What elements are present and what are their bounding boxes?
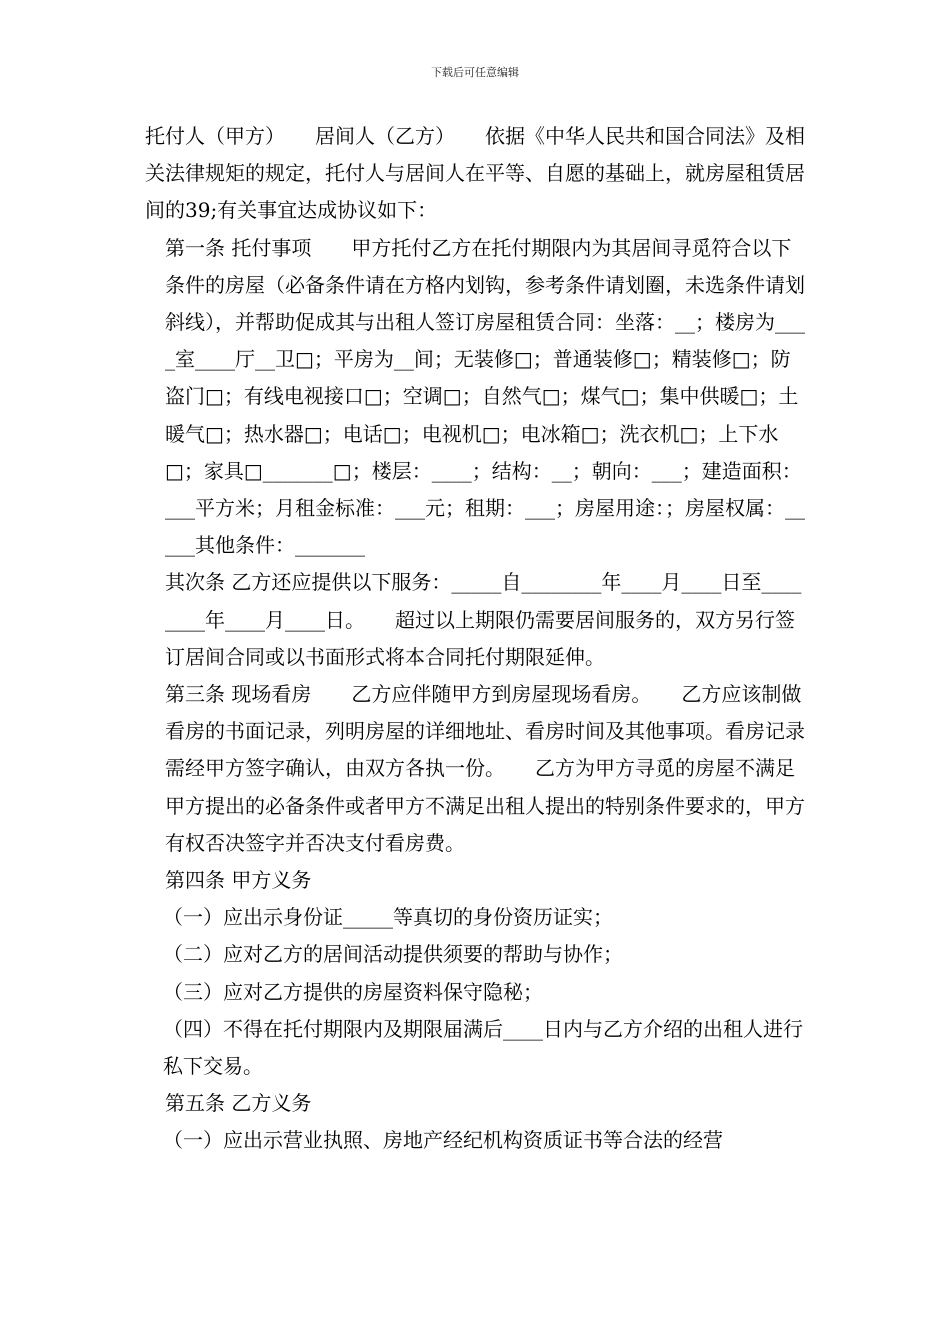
article-5-heading: 第五条 乙方义务 — [165, 1091, 312, 1116]
contract-body — [145, 118, 810, 1160]
article-4-item-4: （四）不得在托付期限内及期限届满后____日内与乙方介绍的出租人进行私下交易。 — [163, 1016, 803, 1079]
article-1-paragraph: 第一条 托付事项 甲方托付乙方在托付期限内为其居间寻觅符合以下条件的房屋（必备条件请在方格内划钩，参考条件请划圈，未选条件请划斜线），并帮助促成其与出租人签订房屋租赁合同：坐落：__；楼房为____室____厅__卫□；平房为__间；无装修□；普通装修□；精装修□；防盗门□；有线电视接口□；空调□；自然气□；煤气□；集中供暖□；土暖气□；热水器□；电话□；电视机□；电冰箱□；洗衣机□；上下水□；家具□_______□；楼层：____；结构：__；朝向：___；建造面积：___平方米；月租金标准：___元；租期：___；房屋用途：；房屋权属：_____其他条件：_______ — [165, 235, 805, 558]
page-header-note: 下载后可任意编辑 — [431, 66, 519, 79]
article-4-heading: 第四条 甲方义务 — [165, 868, 312, 893]
article-3-paragraph: 第三条 现场看房 乙方应伴随甲方到房屋现场看房。 乙方应该制做看房的书面记录，列明房屋的详细地址、看房时间及其他事项。看房记录需经甲方签字确认，由双方各执一份。 乙方为甲方寻觅的房屋不满足甲方提出的必备条件或者甲方不满足出租人提出的特别条件要求的，甲方有权否决签字并否决支付看房费。 — [165, 682, 805, 855]
article-4-item-1: （一）应出示身份证_____等真切的身份资历证实； — [163, 905, 613, 930]
preamble-paragraph: 托付人（甲方） 居间人（乙方） 依据《中华人民共和国合同法》及相关法律规矩的规定，托付人与居间人在平等、自愿的基础上，就房屋租赁居间的39;有关事宜达成协议如下： — [145, 124, 805, 223]
article-4-item-2: （二）应对乙方的居间活动提供须要的帮助与协作； — [163, 942, 623, 967]
article-5-item-1: （一）应出示营业执照、房地产经纪机构资质证书等合法的经营 — [163, 1128, 723, 1153]
article-2-paragraph: 其次条 乙方还应提供以下服务：_____自________年____月____日至________年____月____日。 超过以上期限仍需要居间服务的，双方另行签订居间合同或以书面形式将本合同托付期限延伸。 — [165, 570, 802, 669]
article-4-item-3: （三）应对乙方提供的房屋资料保守隐秘； — [163, 979, 543, 1004]
